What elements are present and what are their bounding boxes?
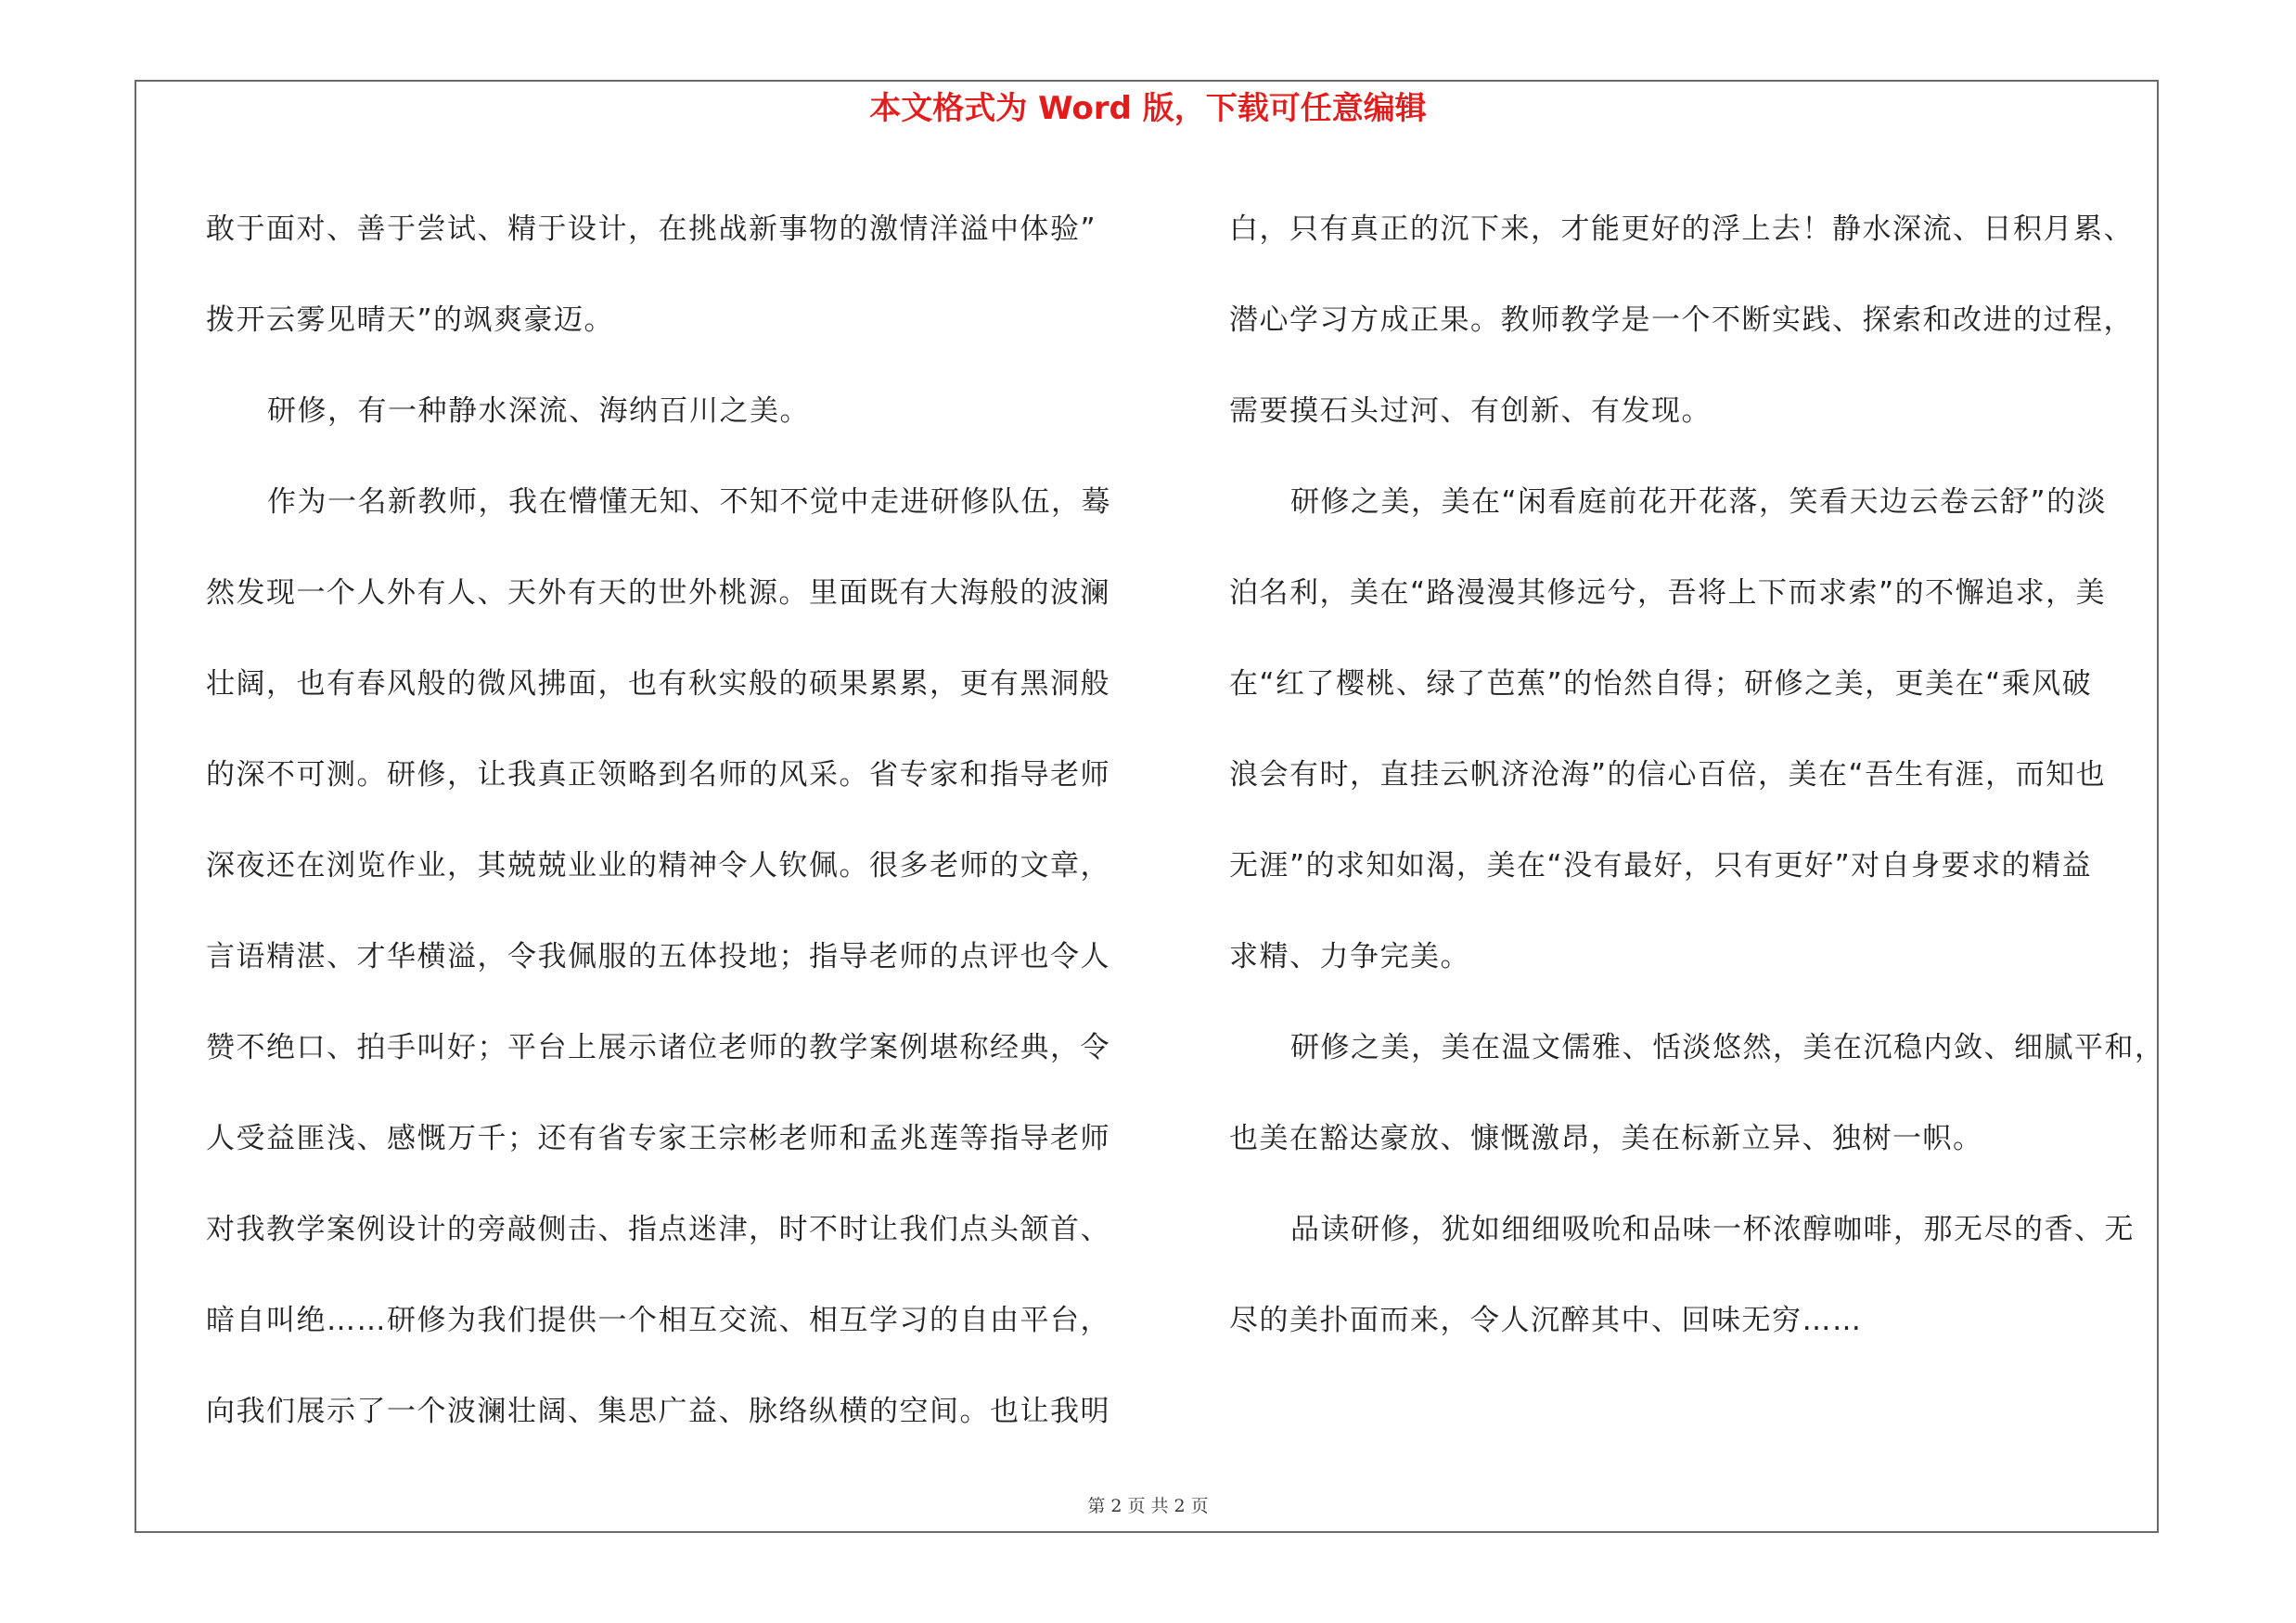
page-number-footer: 第 2 页 共 2 页 bbox=[1087, 1496, 1209, 1516]
text-line: 尽的美扑面而来，令人沉醉其中、回味无穷…… bbox=[1229, 1304, 1863, 1337]
document-header-title: 本文格式为 Word 版，下载可任意编辑 bbox=[869, 90, 1427, 127]
text-line: 也美在豁达豪放、慷慨激昂，美在标新立异、独树一帜。 bbox=[1229, 1122, 1983, 1155]
right-text-column bbox=[1229, 184, 2165, 1366]
text-line: 壮阔，也有春风般的微风拂面，也有秋实般的硕果累累，更有黑洞般 bbox=[206, 667, 1110, 701]
text-line: 拨开云雾见晴天”的飒爽豪迈。 bbox=[206, 303, 615, 337]
text-line: 敢于面对、善于尝试、精于设计，在挑战新事物的激情洋溢中体验” bbox=[206, 213, 1097, 246]
text-line: 品读研修，犹如细细吸吮和品味一杯浓醇咖啡，那无尽的香、无 bbox=[1290, 1213, 2135, 1246]
text-line: 研修之美，美在“闲看庭前花开花落，笑看天边云卷云舒”的淡 bbox=[1290, 485, 2108, 519]
text-line: 研修之美，美在温文儒雅、恬淡悠然，美在沉稳内敛、细腻平和， bbox=[1290, 1031, 2165, 1064]
text-line: 赞不绝口、拍手叫好；平台上展示诸位老师的教学案例堪称经典，令 bbox=[206, 1031, 1110, 1064]
text-line: 的深不可测。研修，让我真正领略到名师的风采。省专家和指导老师 bbox=[206, 758, 1110, 792]
text-line: 然发现一个人外有人、天外有天的世外桃源。里面既有大海般的波澜 bbox=[206, 576, 1110, 610]
text-line: 暗自叫绝……研修为我们提供一个相互交流、相互学习的自由平台， bbox=[206, 1304, 1110, 1337]
text-line: 在“红了樱桃、绿了芭蕉”的怡然自得；研修之美，更美在“乘风破 bbox=[1229, 667, 2093, 701]
text-line: 需要摸石头过河、有创新、有发现。 bbox=[1229, 394, 1712, 428]
text-line: 向我们展示了一个波澜壮阔、集思广益、脉络纵横的空间。也让我明 bbox=[206, 1395, 1110, 1428]
text-line: 潜心学习方成正果。教师教学是一个不断实践、探索和改进的过程， bbox=[1229, 303, 2134, 337]
text-line: 浪会有时，直挂云帆济沧海”的信心百倍，美在“吾生有涯，而知也 bbox=[1229, 758, 2107, 792]
text-line: 求精、力争完美。 bbox=[1229, 940, 1470, 973]
text-line: 无涯”的求知如渴，美在“没有最好，只有更好”对自身要求的精益 bbox=[1229, 849, 2093, 882]
text-line: 作为一名新教师，我在懵懂无知、不知不觉中走进研修队伍，蓦 bbox=[267, 485, 1111, 519]
text-line: 白，只有真正的沉下来，才能更好的浮上去！静水深流、日积月累、 bbox=[1229, 213, 2134, 246]
text-line: 人受益匪浅、感慨万千；还有省专家王宗彬老师和孟兆莲等指导老师 bbox=[206, 1122, 1110, 1155]
text-line: 泊名利，美在“路漫漫其修远兮，吾将上下而求索”的不懈追求，美 bbox=[1229, 576, 2107, 610]
text-line: 深夜还在浏览作业，其兢兢业业的精神令人钦佩。很多老师的文章， bbox=[206, 849, 1110, 882]
left-text-column bbox=[206, 184, 1143, 1457]
text-line: 研修，有一种静水深流、海纳百川之美。 bbox=[267, 394, 810, 428]
text-line: 言语精湛、才华横溢，令我佩服的五体投地；指导老师的点评也令人 bbox=[206, 940, 1110, 973]
text-line: 对我教学案例设计的旁敲侧击、指点迷津，时不时让我们点头颔首、 bbox=[206, 1213, 1110, 1246]
